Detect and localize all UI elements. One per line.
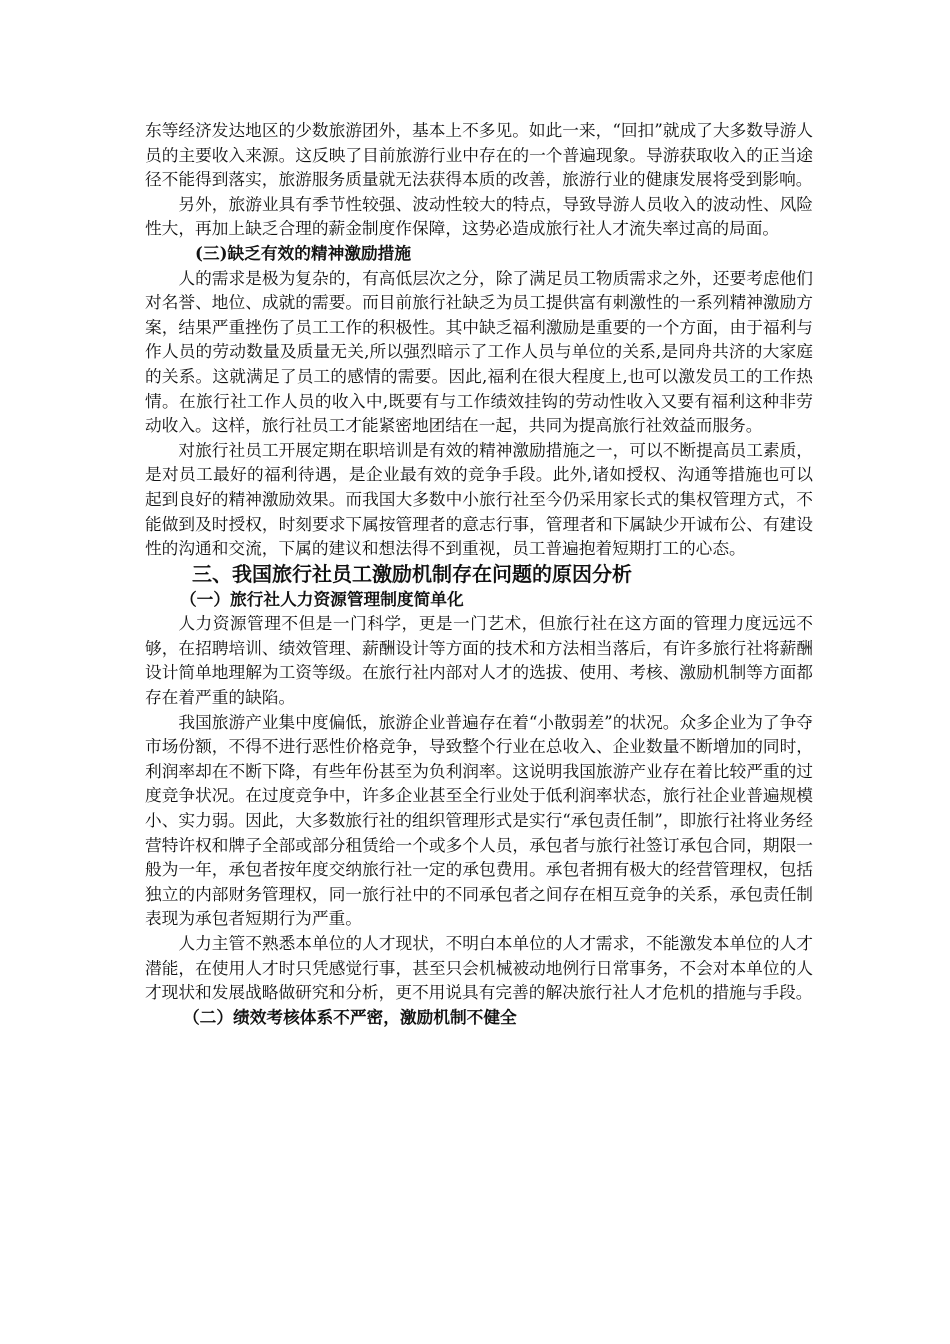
section-heading: （二）绩效考核体系不严密，激励机制不健全 — [183, 1006, 517, 1027]
body-paragraph: 另外，旅游业具有季节性较强、波动性较大的特点，导致导游人员收入的波动性、风险性大，再加上缺乏合理的薪金制度作保障，这势必造成旅行社人才流失率过高的局面。 — [145, 193, 813, 239]
document-page — [145, 118, 813, 1029]
body-paragraph: 人力资源管理不但是一门科学，更是一门艺术，但旅行社在这方面的管理力度远远不够，在招聘培训、绩效管理、薪酬设计等方面的技术和方法相当落后，有许多旅行社将薪酬设计简单地理解为工资等级。在旅行社内部对人才的选拔、使用、考核、激励机制等方面都存在着严重的缺陷。 — [145, 613, 813, 708]
body-paragraph: 人的需求是极为复杂的，有高低层次之分，除了满足员工物质需求之外，还要考虑他们对名誉、地位、成就的需要。而目前旅行社缺乏为员工提供富有刺激性的一系列精神激励方案，结果严重挫伤了员工工作的积极性。其中缺乏福利激励是重要的一个方面，由于福利与作人员的劳动数量及质量无关,所以强烈暗示了工作人员与单位的关系,是同舟共济的大家庭的关系。这就满足了员工的感情的需要。因此,福利在很大程度上,也可以激发员工的工作热情。在旅行社工作人员的收入中,既要有与工作绩效挂钩的劳动性收入又要有福利这种非劳动收入。这样，旅行社员工才能紧密地团结在一起，共同为提高旅行社效益而服务。 — [145, 267, 813, 436]
body-paragraph: 我国旅游产业集中度偏低，旅游企业普遍存在着“小散弱差”的状况。众多企业为了争夺市场份额，不得不进行恶性价格竞争，导致整个行业在总收入、企业数量不断增加的同时，利润率却在不断下降，有些年份甚至为负利润率。这说明我国旅游产业存在着比较严重的过度竞争状况。在过度竞争中，许多企业甚至全行业处于低利润率状态，旅行社企业普遍规模小、实力弱。因此，大多数旅行社的组织管理形式是实行“承包责任制”，即旅行社将业务经营特许权和牌子全部或部分租赁给一个或多个人员，承包者与旅行社签订承包合同，期限一般为一年，承包者按年度交纳旅行社一定的承包费用。承包者拥有极大的经营管理权，包括独立的内部财务管理权，同一旅行社中的不同承包者之间存在相互竞争的关系，承包责任制表现为承包者短期行为严重。 — [145, 711, 813, 929]
body-paragraph: 人力主管不熟悉本单位的人才现状，不明白本单位的人才需求，不能激发本单位的人才潜能，在使用人才时只凭感觉行事，甚至只会机械被动地例行日常事务，不会对本单位的人才现状和发展战略做研究和分析，更不用说具有完善的解决旅行社人才危机的措施与手段。 — [145, 933, 813, 1003]
section-heading: (三)缺乏有效的精神激励措施 — [195, 242, 412, 263]
section-heading: （一）旅行社人力资源管理制度简单化 — [180, 588, 464, 609]
chapter-heading: 三、我国旅行社员工激励机制存在问题的原因分析 — [192, 561, 632, 586]
body-paragraph: 东等经济发达地区的少数旅游团外，基本上不多见。如此一来，“回扣”就成了大多数导游人员的主要收入来源。这反映了目前旅游行业中存在的一个普遍现象。导游获取收入的正当途径不能得到落实，旅游服务质量就无法获得本质的改善，旅游行业的健康发展将受到影响。 — [145, 120, 813, 190]
body-paragraph: 对旅行社员工开展定期在职培训是有效的精神激励措施之一，可以不断提高员工素质，是对员工最好的福利待遇，是企业最有效的竞争手段。此外,诸如授权、沟通等措施也可以起到良好的精神激励效果。而我国大多数中小旅行社至今仍采用家长式的集权管理方式，不能做到及时授权，时刻要求下属按管理者的意志行事，管理者和下属缺少开诚布公、有建设性的沟通和交流，下属的建议和想法得不到重视，员工普遍抱着短期打工的心态。 — [145, 439, 813, 559]
